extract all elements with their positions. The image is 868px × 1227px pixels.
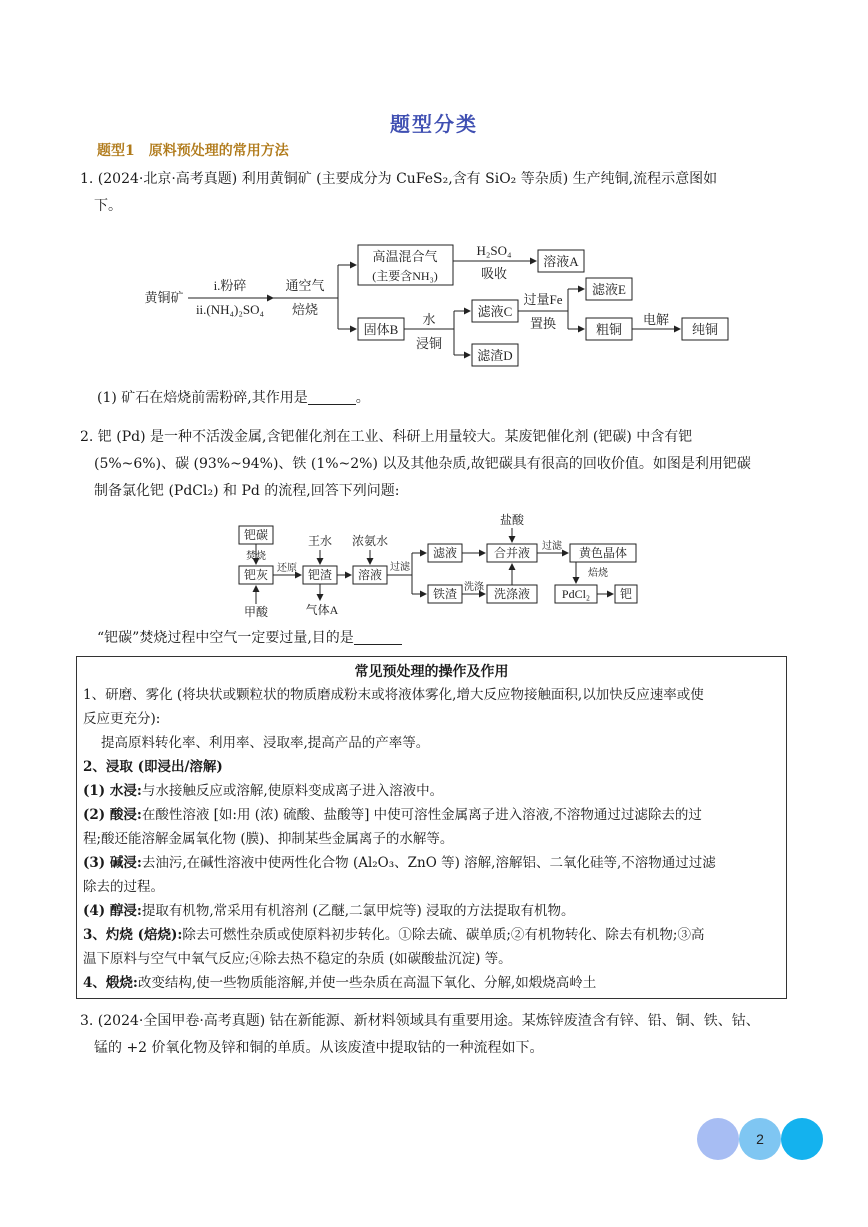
info-line: 1、研磨、雾化 (将块状或颗粒状的物质磨成粉末或将液体雾化,增大反应物接触面积,以加快反应速率或使 (83, 687, 704, 703)
info-line: 在酸性溶液 [如:用 (浓) 硫酸、盐酸等] 中使可溶性金属离子进入溶液,不溶物通过过滤除去的过 (141, 807, 702, 823)
q3-text (80, 1008, 760, 1062)
flow-label: 钯碳 (243, 528, 269, 542)
flow-label: 溶液 (357, 568, 383, 582)
flow-label: 纯铜 (691, 322, 719, 337)
flow-label: 黄色晶体 (578, 546, 628, 560)
q2-line1: 2. 钯 (Pd) 是一种不活泼金属,含钯催化剂在工业、科研上用量较大。某废钯催化剂 (钯碳) 中含有钯 (80, 429, 693, 445)
info-line: 反应更充分): (83, 711, 161, 727)
q1-text (80, 166, 717, 220)
flow-label: ii.(NH₄)₂SO₄ (195, 302, 265, 317)
q3-line1: 3. (2024·全国甲卷·高考真题) 钴在新能源、新材料领域具有重要用途。某炼锌废渣含有锌、铅、铜、铁、钴、 (80, 1013, 760, 1029)
flow-label: 洗涤 (464, 582, 484, 593)
flow-label: 浸铜 (415, 336, 443, 351)
section-heading: 题型1 原料预处理的常用方法 (97, 143, 289, 159)
info-term: 4、煅烧: (83, 975, 138, 991)
q1-sub1 (97, 385, 370, 412)
info-line: 提取有机物,常采用有机溶剂 (乙醚,二氯甲烷等) 浸取的方法提取有机物。 (141, 903, 575, 919)
flow-label: 固体B (363, 322, 399, 337)
flow-label: 溶液A (543, 254, 579, 269)
page-dot (781, 1118, 823, 1160)
info-line: 除去可燃性杂质或使原料初步转化。①除去硫、碳单质;②有机物转化、除去有机物;③高 (182, 927, 705, 943)
flow-start: 黄铜矿 (144, 290, 184, 305)
flow-label: 滤渣D (477, 348, 513, 363)
flow-label: 浓氨水 (351, 534, 389, 548)
flow-label: 过滤 (390, 562, 410, 573)
flow-label: H₂SO₄ (476, 243, 512, 258)
flow-label: 通空气 (285, 278, 325, 293)
q1-sub1-end: 。 (355, 390, 370, 406)
flow-label: 滤液C (477, 304, 513, 319)
flow-label: 粗铜 (595, 322, 623, 337)
info-line: 除去的过程。 (83, 879, 164, 895)
flow-label: 滤液 (432, 546, 458, 560)
page-dot (697, 1118, 739, 1160)
flow-label: 滤液E (592, 282, 626, 297)
flow-label: 焙烧 (588, 568, 608, 579)
q1-line2: 下。 (94, 198, 122, 214)
flow-label: 还原 (277, 563, 297, 574)
flow-label: 吸收 (480, 266, 508, 281)
q2-sub1 (97, 625, 402, 652)
info-line: 2、浸取 (即浸出/溶解) (83, 759, 223, 775)
info-term: 3、灼烧 (焙烧): (83, 927, 183, 943)
q2-line2: (5%~6%)、碳 (93%~94%)、铁 (1%~2%) 以及其他杂质,故钯碳具有很高的回收价值。如图是利用钯碳 (94, 456, 751, 472)
q1-flowchart (140, 240, 740, 374)
q2-text (80, 424, 751, 505)
flow-label: 铁渣 (432, 587, 458, 601)
flow-label: i.粉碎 (213, 278, 247, 293)
flow-label: 过滤 (542, 541, 562, 552)
q2-flowchart (230, 512, 650, 626)
flow-label: 高温混合气 (372, 249, 438, 264)
info-line: 改变结构,使一些物质能溶解,并使一些杂质在高温下氧化、分解,如煅烧高岭土 (137, 975, 597, 991)
info-term: (3) 碱浸: (83, 855, 142, 871)
flow-label: 焚烧 (246, 551, 266, 562)
flow-label: 甲酸 (243, 605, 269, 619)
flow-label: 钯渣 (307, 568, 333, 582)
q2-line3: 制备氯化钯 (PdCl₂) 和 Pd 的流程,回答下列问题: (94, 483, 400, 499)
answer-blank[interactable] (354, 630, 402, 645)
q3-line2: 锰的 +2 价氧化物及锌和铜的单质。从该废渣中提取钴的一种流程如下。 (94, 1040, 544, 1056)
info-box (76, 656, 787, 999)
info-line: 与水接触反应或溶解,使原料变成离子进入溶液中。 (141, 783, 444, 799)
flow-label: 置换 (529, 316, 557, 331)
q2-sub1-text: “钯碳”焚烧过程中空气一定要过量,目的是 (97, 630, 354, 646)
flow-label: 电解 (642, 312, 670, 327)
info-term: (1) 水浸: (83, 783, 142, 799)
flow-label: 钯灰 (243, 568, 269, 582)
flow-label: 水 (422, 312, 436, 327)
info-line: 去油污,在碱性溶液中使两性化合物 (Al₂O₃、ZnO 等) 溶解,溶解铝、二氧化硅等,不溶物通过过滤 (141, 855, 716, 871)
flow-label: 洗涤液 (493, 587, 531, 601)
flow-label: 过量Fe (523, 292, 563, 307)
flow-label: PdCl₂ (561, 587, 591, 601)
info-line: 温下原料与空气中氧气反应;④除去热不稳定的杂质 (如碳酸盐沉淀) 等。 (83, 951, 512, 967)
info-box-title: 常见预处理的操作及作用 (354, 664, 509, 680)
page-number: 2 (756, 1131, 764, 1147)
flow-label: (主要含NH₃) (372, 269, 438, 283)
flow-label: 钯 (619, 587, 633, 601)
flow-label: 王水 (307, 534, 333, 548)
page-indicator (697, 1118, 823, 1162)
page-title: 题型分类 (390, 112, 478, 136)
flow-label: 盐酸 (499, 513, 525, 527)
flow-label: 焙烧 (291, 302, 319, 317)
flow-label: 合并液 (493, 546, 531, 560)
answer-blank[interactable] (308, 390, 356, 405)
q1-sub1-text: (1) 矿石在焙烧前需粉碎,其作用是 (97, 390, 308, 406)
info-line: 程;酸还能溶解金属氧化物 (膜)、抑制某些金属离子的水解等。 (83, 831, 454, 847)
info-term: (4) 醇浸: (83, 903, 142, 919)
info-term: (2) 酸浸: (83, 807, 142, 823)
q1-line1: 1. (2024·北京·高考真题) 利用黄铜矿 (主要成分为 CuFeS₂,含有 SiO₂ 等杂质) 生产纯铜,流程示意图如 (80, 171, 718, 187)
flow-label: 气体A (305, 603, 339, 617)
info-line: 提高原料转化率、利用率、浸取率,提高产品的产率等。 (101, 735, 430, 751)
